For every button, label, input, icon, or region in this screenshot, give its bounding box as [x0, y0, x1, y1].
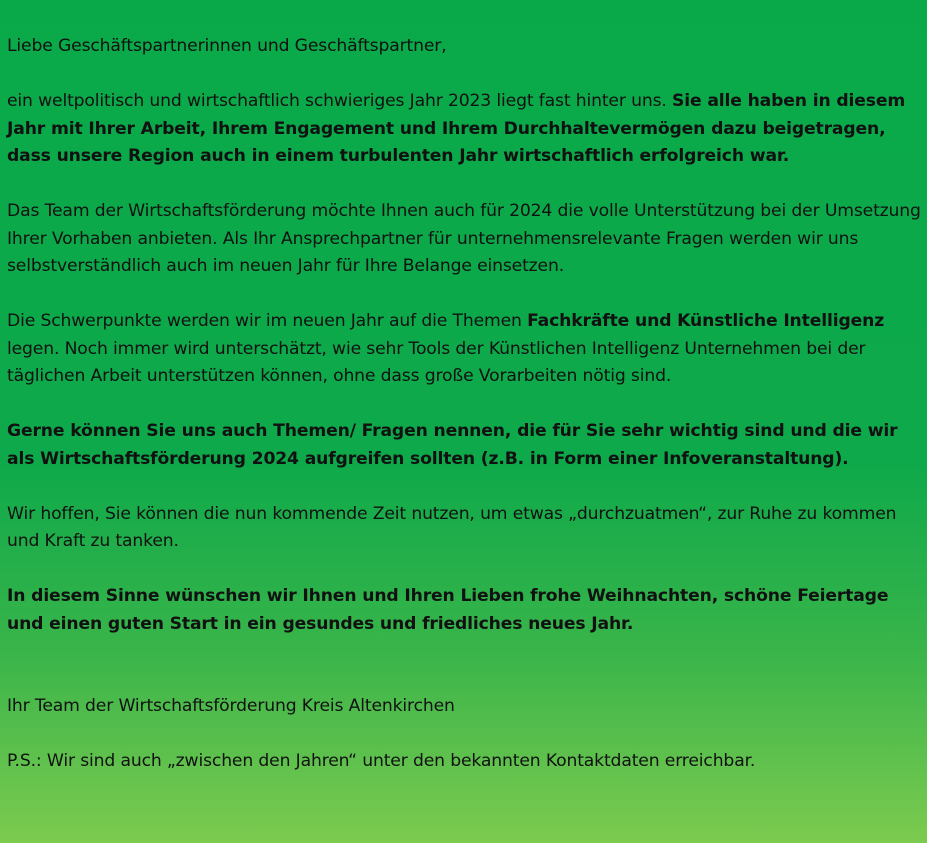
paragraph-wishes: [7, 583, 921, 638]
spacer: [7, 638, 921, 693]
salutation: Liebe Geschäftspartnerinnen und Geschäftspartner,: [7, 36, 447, 56]
paragraph-suggestions: [7, 418, 921, 473]
paragraph-focus-topics: [7, 308, 921, 391]
spacer: [7, 556, 921, 584]
paragraph-support: Das Team der Wirtschaftsförderung möchte Ihnen auch für 2024 die volle Unterstützung bei der Umsetzung Ihrer Vorhaben anbieten. Als Ihr Ansprechpartner für unternehmensrelevante Fragen werden wir uns selbstverständlich auch im neuen Jahr für Ihre Belange einsetzen.: [7, 201, 921, 276]
paragraph-focus-topics-after: legen. Noch immer wird unterschätzt, wie sehr Tools der Künstlichen Intelligenz Unternehmen bei der täglichen Arbeit unterstützen können, ohne dass große Vorarbeiten nötig sind.: [7, 338, 866, 386]
spacer: [7, 171, 921, 199]
spacer: [7, 391, 921, 419]
paragraph-focus-topics-bold: Fachkräfte und Künstliche Intelligenz: [527, 311, 885, 331]
spacer: [7, 721, 921, 749]
spacer: [7, 473, 921, 501]
postscript: P.S.: Wir sind auch „zwischen den Jahren“ unter den bekannten Kontaktdaten erreichbar.: [7, 751, 756, 771]
paragraph-wishes-bold: In diesem Sinne wünschen wir Ihnen und Ihren Lieben frohe Weihnachten, schöne Feiertage und einen guten Start in ein gesundes und friedliches neues Jahr.: [7, 586, 889, 634]
signature: Ihr Team der Wirtschaftsförderung Kreis Altenkirchen: [7, 696, 455, 716]
paragraph-year-review-bold: Sie alle haben in diesem Jahr mit Ihrer Arbeit, Ihrem Engagement und Ihrem Durchhaltevermögen dazu beigetragen, dass unsere Region auch in einem turbulenten Jahr wirtschaftlich erfolgreich war.: [7, 91, 906, 166]
paragraph-year-review: [7, 88, 921, 171]
spacer: [7, 281, 921, 309]
paragraph-year-review-text: ein weltpolitisch und wirtschaftlich schwieriges Jahr 2023 liegt fast hinter uns.: [7, 91, 673, 111]
spacer: [7, 61, 921, 89]
paragraph-suggestions-bold: Gerne können Sie uns auch Themen/ Fragen nennen, die für Sie sehr wichtig sind und die wir als Wirtschaftsförderung 2024 aufgreifen sollten (z.B. in Form einer Infoveranstaltung).: [7, 421, 898, 469]
paragraph-focus-topics-before: Die Schwerpunkte werden wir im neuen Jahr auf die Themen: [7, 311, 528, 331]
paragraph-rest: Wir hoffen, Sie können die nun kommende Zeit nutzen, um etwas „durchzuatmen“, zur Ruhe zu kommen und Kraft zu tanken.: [7, 503, 897, 551]
